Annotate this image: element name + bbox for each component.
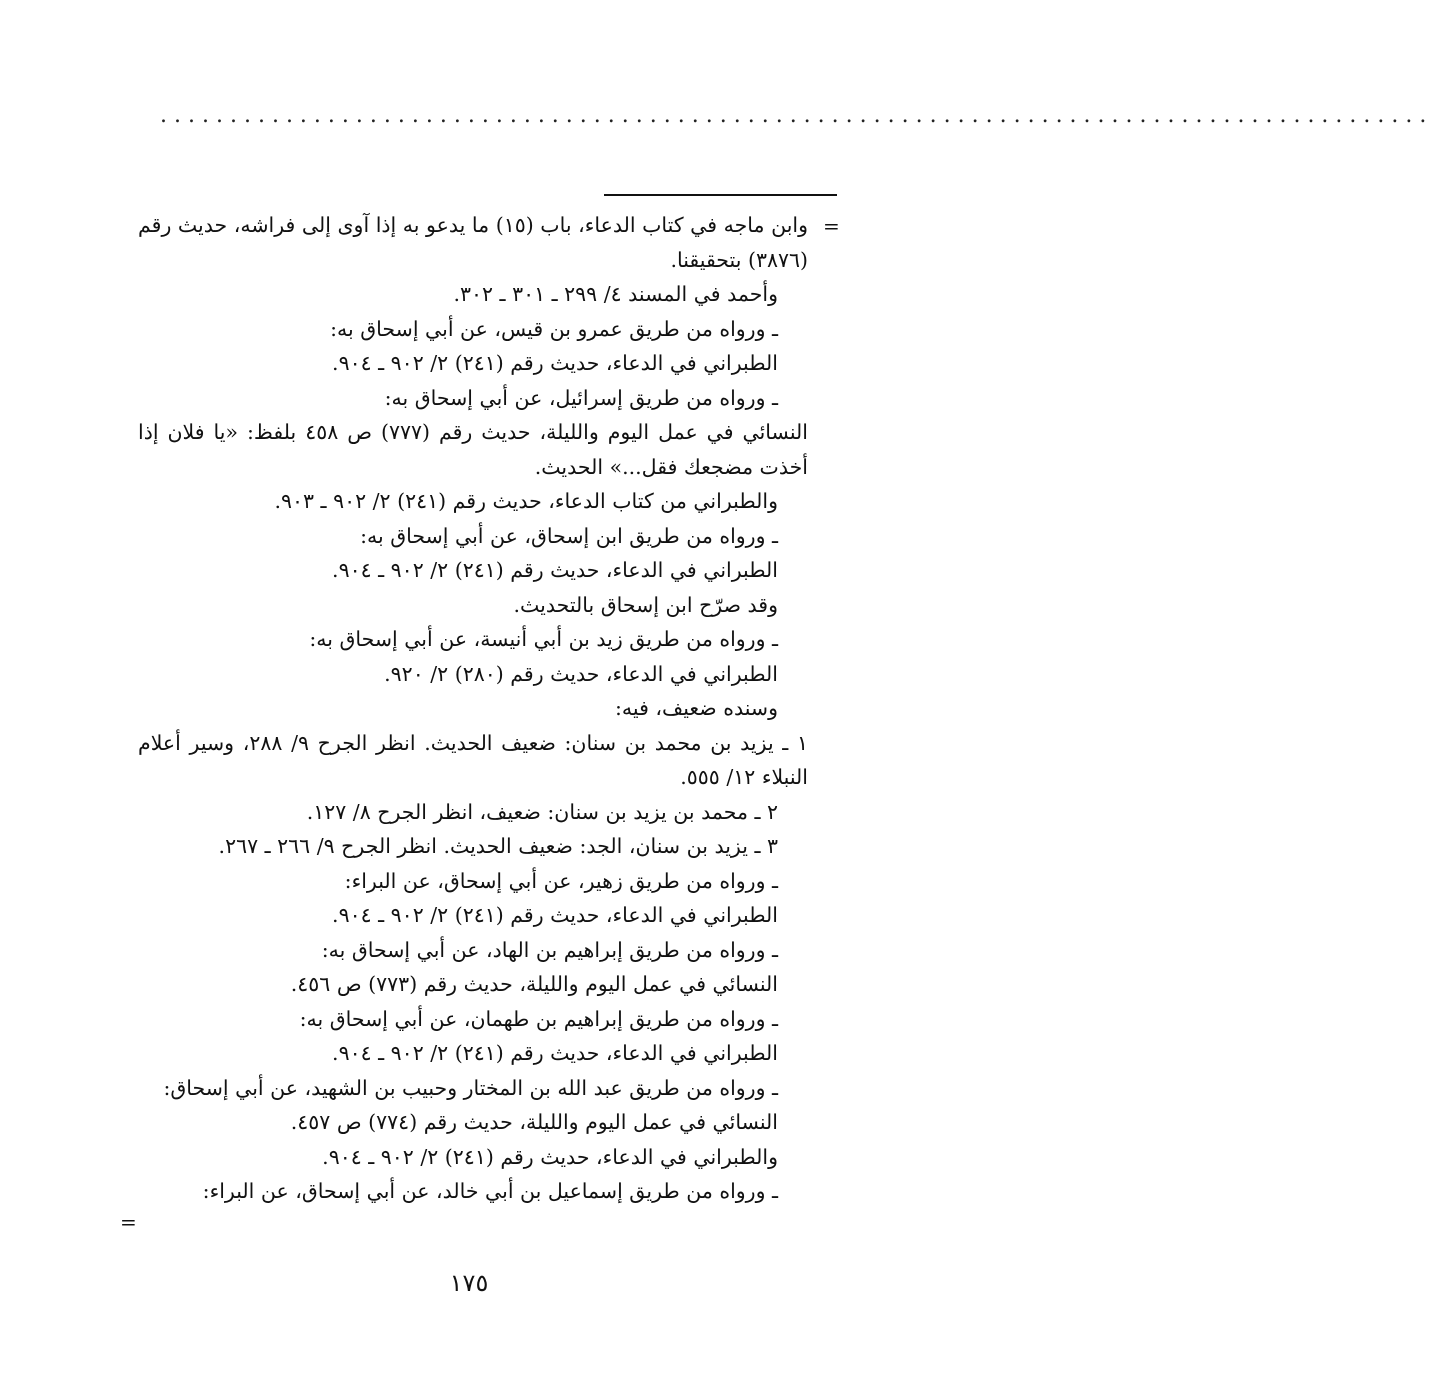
footnote-line: ٢ ـ محمد بن يزيد بن سنان: ضعيف، انظر الجرح ٨/ ١٢٧. (306, 799, 778, 824)
footnotes-body (138, 208, 808, 1209)
footnote-line: وسنده ضعيف، فيه: (615, 696, 778, 720)
continuation-mark-bottom: = (120, 1210, 137, 1234)
footnote-line: ـ ورواه من طريق عبد الله بن المختار وحبيب بن الشهيد، عن أبي إسحاق: (163, 1075, 778, 1100)
continuation-mark-top: = (823, 214, 840, 238)
footnote-line: والطبراني في الدعاء، حديث رقم (٢٤١) ٢/ ٩٠٢ ـ ٩٠٤. (322, 1144, 778, 1169)
footnote-line: الطبراني في الدعاء، حديث رقم (٢٤١) ٢/ ٩٠٢ ـ ٩٠٤. (332, 1041, 778, 1065)
footnote-line: والطبراني من كتاب الدعاء، حديث رقم (٢٤١) ٢/ ٩٠٢ ـ ٩٠٣. (274, 489, 778, 513)
footnote-line: ٣ ـ يزيد بن سنان، الجد: ضعيف الحديث. انظر الجرح ٩/ ٢٦٦ ـ ٢٦٧. (218, 834, 778, 858)
footnote-line: ـ ورواه من طريق زهير، عن أبي إسحاق، عن البراء: (344, 868, 778, 893)
page-number: ١٧٥ (449, 1269, 489, 1297)
footnote-separator (604, 194, 837, 196)
footnote-line: ـ ورواه من طريق إسماعيل بن أبي خالد، عن أبي إسحاق، عن البراء: (202, 1179, 778, 1203)
footnote-line: ١ ـ يزيد بن محمد بن سنان: ضعيف الحديث. انظر الجرح ٩/ ٢٨٨، وسير أعلام النبلاء ١٢/ ٥٥٥. (138, 730, 808, 789)
footnote-line: الطبراني في الدعاء، حديث رقم (٢٤١) ٢/ ٩٠٢ ـ ٩٠٤. (332, 903, 778, 927)
footnote-line: وأحمد في المسند ٤/ ٢٩٩ ـ ٣٠١ ـ ٣٠٢. (453, 282, 778, 306)
footnote-line: ـ ورواه من طريق إبراهيم بن طهمان، عن أبي إسحاق به: (299, 1006, 778, 1031)
header-dotted-rule: ........................................................................................... (160, 103, 1433, 128)
footnote-line: وقد صرّح ابن إسحاق بالتحديث. (513, 592, 778, 617)
footnote-line: ـ ورواه من طريق إبراهيم بن الهاد، عن أبي إسحاق به: (321, 937, 778, 962)
footnote-line: وابن ماجه في كتاب الدعاء، باب (١٥) ما يدعو به إذا آوى إلى فراشه، حديث رقم (٣٨٧٦) بتحقيقنا. (138, 213, 808, 272)
footnote-line: الطبراني في الدعاء، حديث رقم (٢٤١) ٢/ ٩٠٢ ـ ٩٠٤. (332, 351, 778, 375)
footnote-line: الطبراني في الدعاء، حديث رقم (٢٤١) ٢/ ٩٠٢ ـ ٩٠٤. (332, 558, 778, 582)
footnote-line: ـ ورواه من طريق عمرو بن قيس، عن أبي إسحاق به: (330, 316, 778, 341)
footnote-line: ـ ورواه من طريق ابن إسحاق، عن أبي إسحاق به: (360, 523, 778, 548)
footnote-line: الطبراني في الدعاء، حديث رقم (٢٨٠) ٢/ ٩٢٠. (384, 661, 778, 686)
footnote-line: النسائي في عمل اليوم والليلة، حديث رقم (٧٧٣) ص ٤٥٦. (290, 972, 778, 996)
footnote-line: ـ ورواه من طريق زيد بن أبي أنيسة، عن أبي إسحاق به: (309, 627, 778, 651)
footnote-line: النسائي في عمل اليوم والليلة، حديث رقم (٧٧٧) ص ٤٥٨ بلفظ: «يا فلان إذا أخذت مضجعك فقل...» الحديث. (138, 420, 808, 479)
footnote-line: النسائي في عمل اليوم والليلة، حديث رقم (٧٧٤) ص ٤٥٧. (290, 1110, 778, 1134)
footnote-line: ـ ورواه من طريق إسرائيل، عن أبي إسحاق به: (384, 385, 778, 410)
